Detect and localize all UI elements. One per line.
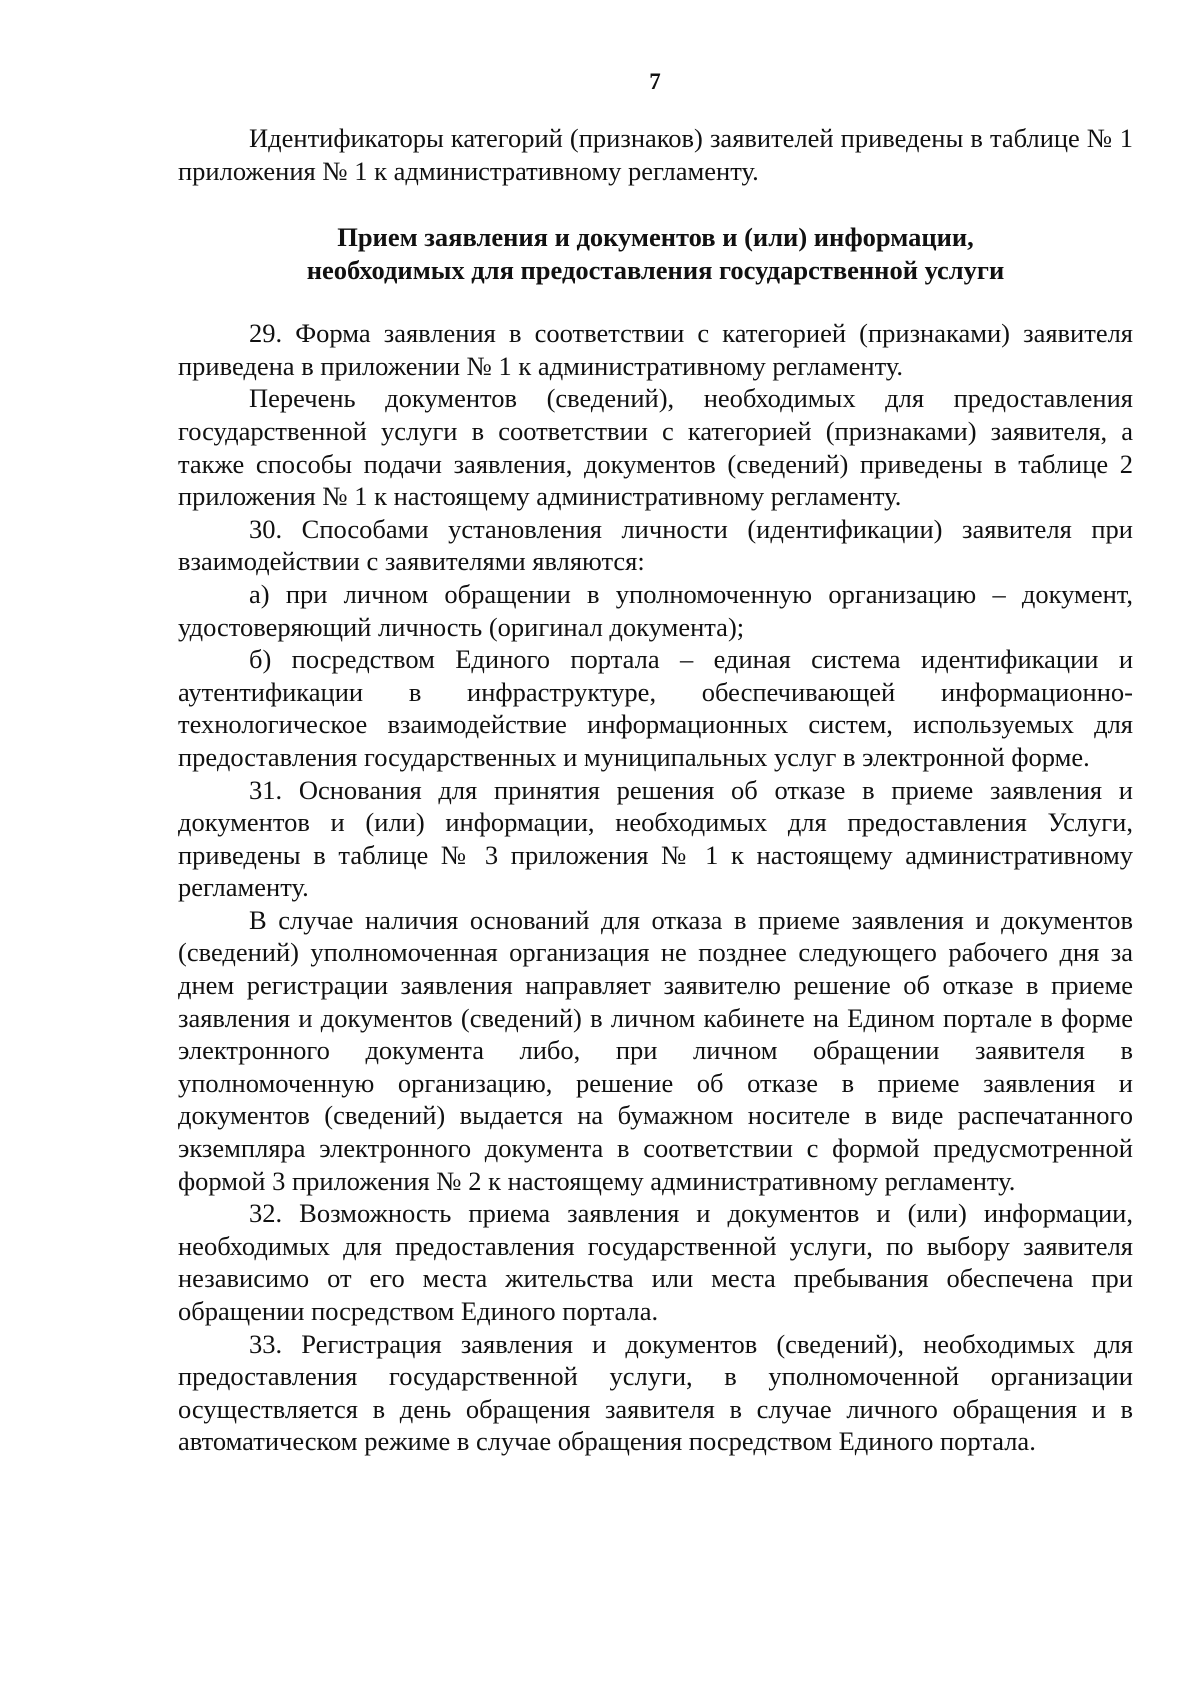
paragraph-32: 32. Возможность приема заявления и документов и (или) информации, необходимых для предоставления государственной услуги, по выбору заявителя независимо от его места жительства или места пребывания обеспечена при обращении посредством Единого портала. bbox=[178, 1198, 1133, 1326]
intro-paragraph: Идентификаторы категорий (признаков) заявителей приведены в таблице № 1 приложения № 1 к административному регламенту. bbox=[178, 123, 1133, 186]
section-heading-line-1: Прием заявления и документов и (или) информации, bbox=[337, 222, 974, 253]
paragraph-30-a: а) при личном обращении в уполномоченную организацию – документ, удостоверяющий личность (оригинал документа); bbox=[178, 578, 1133, 642]
paragraph-30-b: б) посредством Единого портала – единая система идентификации и аутентификации в инфраструктуре, обеспечивающей информационно-технологическое взаимодействие информационных систем, используемых для предоставления государственных и муниципальных услуг в электронной форме. bbox=[178, 644, 1133, 772]
paragraph-refusal-case: В случае наличия оснований для отказа в приеме заявления и документов (сведений) уполномоченная организация не позднее следующего рабочего дня за днем регистрации заявления направляет заявителю решение об отказе в приеме заявления и документов (сведений) в личном кабинете на Едином портале в форме электронного документа либо, при личном обращении заявителя в уполномоченную организацию, решение об отказе в приеме заявления и документов (сведений) выдается на бумажном носителе в виде распечатанного экземпляра электронного документа в соответствии с формой предусмотренной формой 3 приложения № 2 к настоящему административному регламенту. bbox=[178, 904, 1133, 1196]
paragraph-30: 30. Способами установления личности (идентификации) заявителя при взаимодействии с заявителями являются: bbox=[178, 513, 1133, 577]
page-number: 7 bbox=[649, 69, 661, 94]
document-body bbox=[178, 122, 1133, 1458]
section-heading-line-2: необходимых для предоставления государственной услуги bbox=[306, 255, 1005, 286]
paragraph-documents-list: Перечень документов (сведений), необходимых для предоставления государственной услуги в соответствии с категорией (признаками) заявителя, а также способы подачи заявления, документов (сведений) приведены в таблице 2 приложения № 1 к настоящему административному регламенту. bbox=[178, 383, 1133, 512]
paragraph-31: 31. Основания для принятия решения об отказе в приеме заявления и документов и (или) информации, необходимых для предоставления Услуги, приведены в таблице № 3 приложения № 1 к настоящему административному регламенту. bbox=[178, 774, 1133, 903]
paragraph-29: 29. Форма заявления в соответствии с категорией (признаками) заявителя приведена в приложении № 1 к административному регламенту. bbox=[178, 318, 1133, 381]
section-heading bbox=[178, 221, 1133, 287]
paragraph-33: 33. Регистрация заявления и документов (сведений), необходимых для предоставления государственной услуги, в уполномоченной организации осуществляется в день обращения заявителя в случае личного обращения и в автоматическом режиме в случае обращения посредством Единого портала. bbox=[178, 1328, 1133, 1457]
